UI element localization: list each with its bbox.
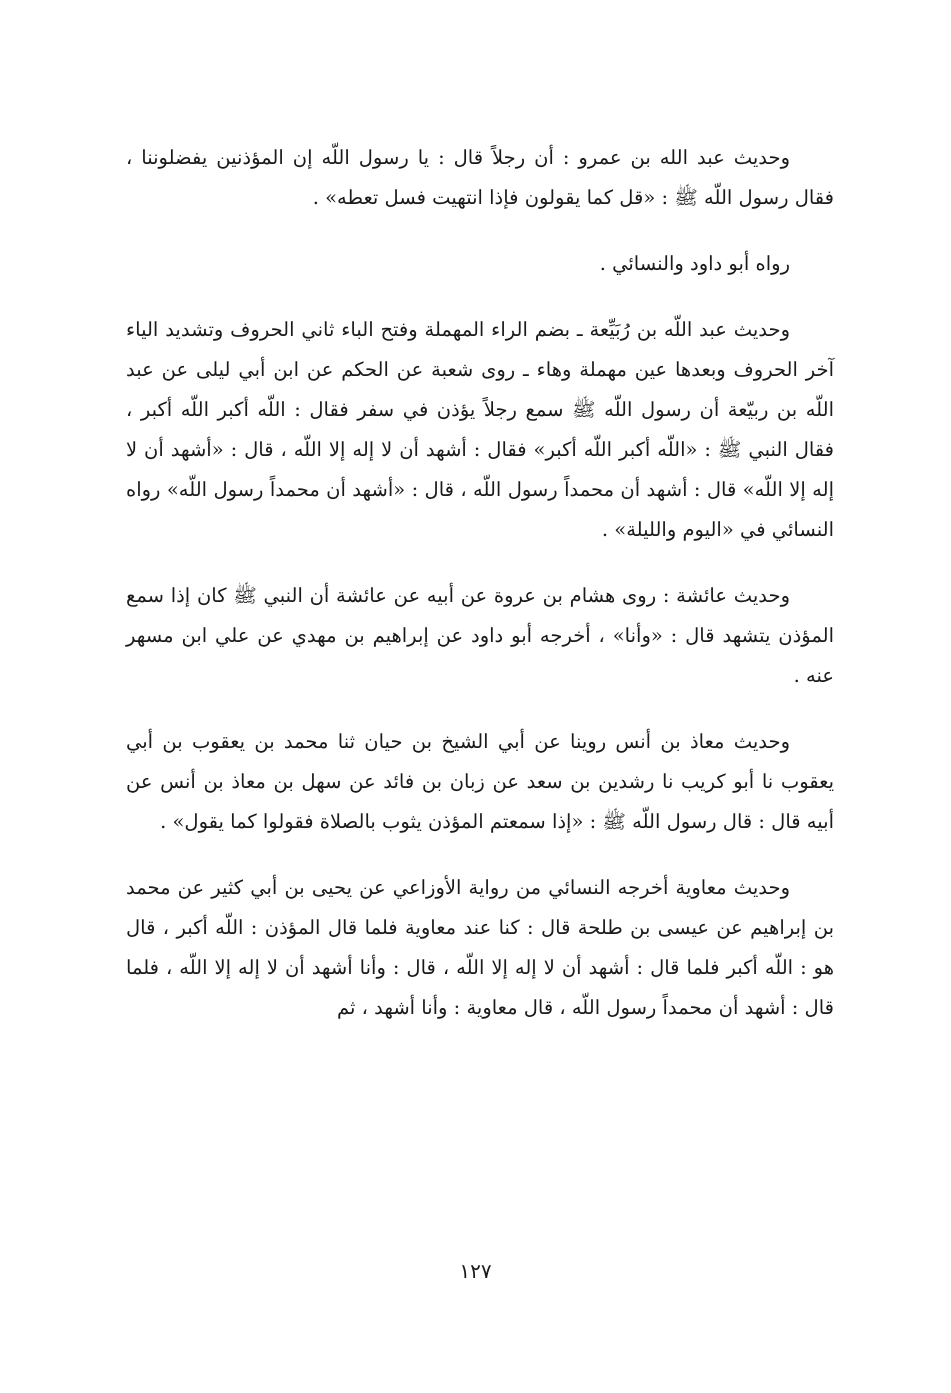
paragraph-hadith-abdullah-ibn-amr: وحديث عبد الله بن عمرو : أن رجلاً قال : يا رسول اللّه إن المؤذنين يفضلوننا ، فقال رسول اللّه ﷺ : «قل كما يقولون فإذا انتهيت فسل تعطه» . [126, 146, 834, 209]
paragraph-hadith-aisha: وحديث عائشة : روى هشام بن عروة عن أبيه عن عائشة أن النبي ﷺ كان إذا سمع المؤذن يتشهد قال : «وأنا» ، أخرجه أبو داود عن إبراهيم بن مهدي عن علي ابن مسهر عنه . [126, 584, 834, 687]
body-text [126, 138, 834, 1028]
page-number: ١٢٧ [459, 1259, 492, 1283]
paragraph-narration-note: رواه أبو داود والنسائي . [599, 252, 790, 275]
paragraph-hadith-muawiya: وحديث معاوية أخرجه النسائي من رواية الأوزاعي عن يحيى بن أبي كثير عن محمد بن إبراهيم عن عيسى بن طلحة قال : كنا عند معاوية فلما قال المؤذن : اللّه أكبر ، قال هو : اللّه أكبر فلما قال : أشهد أن لا إله إلا اللّه ، قال : وأنا أشهد أن لا إله إلا اللّه ، فلما قال : أشهد أن محمداً رسول اللّه ، قال معاوية : وأنا أشهد ، ثم [126, 876, 834, 1019]
paragraph-hadith-abdullah-ibn-rubayyia: وحديث عبد اللّه بن رُبَيِّعة ـ بضم الراء المهملة وفتح الباء ثاني الحروف وتشديد الياء آخر الحروف وبعدها عين مهملة وهاء ـ روى شعبة عن الحكم عن ابن أبي ليلى عن عبد اللّه بن ربيّعة أن رسول اللّه ﷺ سمع رجلاً يؤذن في سفر فقال : اللّه أكبر اللّه أكبر ، فقال النبي ﷺ : «اللّه أكبر اللّه أكبر» فقال : أشهد أن لا إله إلا اللّه ، قال : «أشهد أن لا إله إلا اللّه» قال : أشهد أن محمداً رسول اللّه ، قال : «أشهد أن محمداً رسول اللّه» رواه النسائي في «اليوم والليلة» . [126, 318, 834, 541]
paragraph-hadith-muadh-ibn-anas: وحديث معاذ بن أنس روينا عن أبي الشيخ بن حيان ثنا محمد بن يعقوب بن أبي يعقوب نا أبو كريب نا رشدين بن سعد عن زبان بن فائد عن سهل بن معاذ بن أنس عن أبيه قال : قال رسول اللّه ﷺ : «إذا سمعتم المؤذن يثوب بالصلاة فقولوا كما يقول» . [126, 730, 834, 833]
